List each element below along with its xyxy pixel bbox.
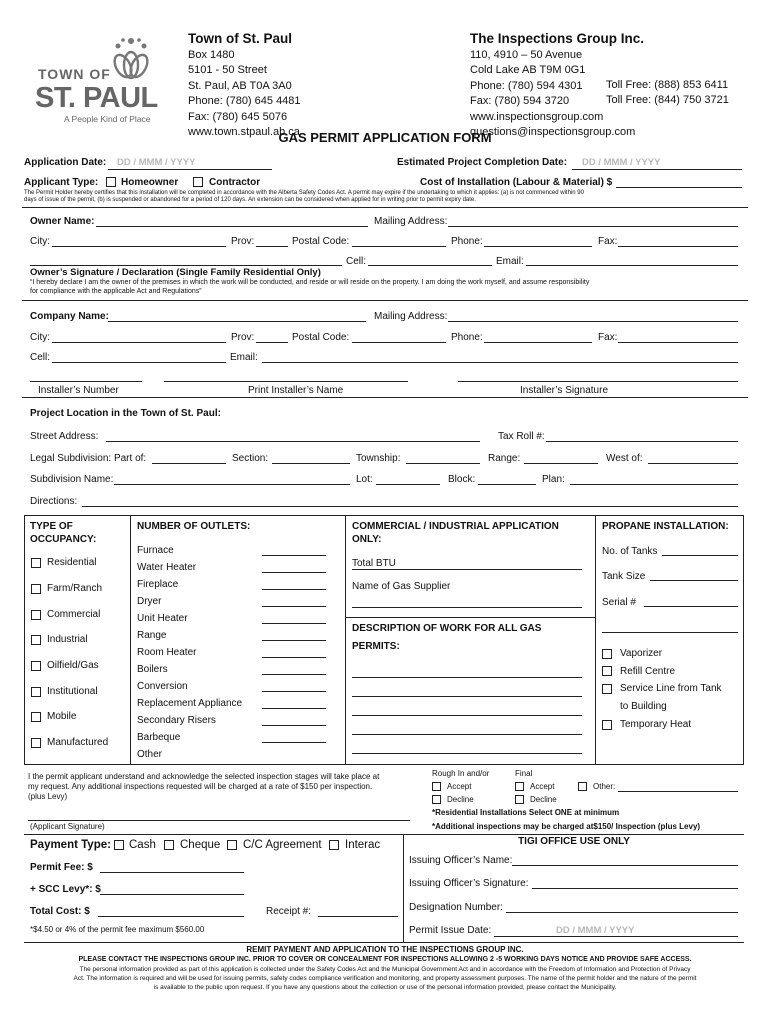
outlet-count-field[interactable]: [262, 674, 326, 675]
occupancy-checkbox[interactable]: [31, 661, 41, 671]
owner-declaration-2: for compliance with the applicable Act and Regulations”: [30, 288, 202, 295]
description-title-2: PERMITS:: [352, 641, 400, 652]
outlet-label: Fireplace: [137, 579, 179, 590]
outlet-count-field[interactable]: [262, 623, 326, 624]
outlet-count-field[interactable]: [262, 572, 326, 573]
owner-name-label: Owner Name:: [30, 216, 95, 227]
company-postal-field[interactable]: [352, 342, 446, 343]
owner-prov-field[interactable]: [256, 246, 288, 247]
section-label: Section:: [232, 453, 269, 464]
gas-supplier-label: Name of Gas Supplier: [352, 581, 451, 592]
company-mailing-field[interactable]: [448, 321, 738, 322]
lot-field[interactable]: [376, 484, 440, 485]
cheque-checkbox[interactable]: [164, 840, 174, 850]
occupancy-checkbox[interactable]: [31, 584, 41, 594]
disclaimer-line-2: days of issue of the permit, (b) is suspended or abandoned for a period of 120 days. An extension can be considered when applied for in writing prior to permit expiry date.: [24, 197, 476, 203]
residential-note: *Residential Installations Select ONE at minimum: [432, 808, 620, 817]
rough-accept-checkbox[interactable]: [432, 782, 441, 791]
company-prov-label: Prov:: [231, 332, 255, 343]
company-city-field[interactable]: [52, 342, 226, 343]
owner-city-label: City:: [30, 236, 50, 247]
installer-number-field[interactable]: [30, 381, 142, 382]
project-title: Project Location in the Town of St. Paul:: [30, 408, 221, 419]
owner-signature-title: Owner’s Signature / Declaration (Single Family Residential Only): [30, 267, 321, 278]
street-address-label: Street Address:: [30, 431, 99, 442]
stages-text-2: my request. Any additional inspections requested will be charged at a rate of $150 per inspection.: [28, 782, 373, 791]
company-fax-field[interactable]: [618, 342, 738, 343]
outlet-count-field[interactable]: [262, 640, 326, 641]
town-address: [188, 31, 301, 141]
officer-name-field[interactable]: [512, 865, 738, 866]
levy-note: *$4.50 or 4% of the permit fee maximum $560.00: [30, 925, 205, 934]
propane-title: PROPANE INSTALLATION:: [602, 521, 729, 532]
outlet-label: Secondary Risers: [137, 715, 216, 726]
company-name-field[interactable]: [108, 321, 366, 322]
temporary-heat-label: Temporary Heat: [620, 719, 692, 730]
scc-levy-label: + SCC Levy*: $: [30, 884, 101, 895]
completion-date-label: Estimated Project Completion Date:: [397, 157, 568, 168]
payment-type-label: Payment Type:: [30, 839, 111, 851]
company-mailing-label: Mailing Address:: [374, 311, 448, 322]
occupancy-checkbox[interactable]: [31, 687, 41, 697]
owner-email-field[interactable]: [526, 265, 738, 266]
rough-decline-checkbox[interactable]: [432, 795, 441, 804]
owner-postal-label: Postal Code:: [292, 236, 350, 247]
occupancy-checkbox[interactable]: [31, 712, 41, 722]
temporary-heat-checkbox[interactable]: [602, 720, 612, 730]
outlet-count-field[interactable]: [262, 725, 326, 726]
logo-line1: TOWN OF: [38, 66, 111, 82]
applicant-signature-label: (Applicant Signature): [30, 822, 105, 831]
owner-declaration-1: “I hereby declare I am the owner of the premises in which the work will be conducted, and reside or will reside on the property. I am doing the work myself, and assume responsibility: [30, 279, 590, 286]
contractor-label: Contractor: [209, 177, 261, 188]
section-field[interactable]: [272, 463, 350, 464]
cc-agreement-checkbox[interactable]: [227, 840, 237, 850]
other-label: Other:: [593, 782, 616, 791]
vaporizer-label: Vaporizer: [620, 648, 663, 659]
outlet-label: Replacement Appliance: [137, 698, 243, 709]
installer-name-label: Print Installer’s Name: [248, 385, 344, 396]
commercial-title-2: ONLY:: [352, 534, 382, 545]
stages-text-3: (plus Levy): [28, 792, 68, 801]
occupancy-label: Oilfield/Gas: [47, 660, 99, 671]
cash-checkbox[interactable]: [114, 840, 124, 850]
description-line[interactable]: [352, 715, 582, 716]
interac-label: Interac: [345, 839, 381, 851]
refill-centre-label: Refill Centre: [620, 666, 676, 677]
outlet-count-field[interactable]: [262, 742, 326, 743]
contractor-checkbox[interactable]: [193, 177, 203, 187]
outlet-label: Room Heater: [137, 647, 197, 658]
outlet-label: Furnace: [137, 545, 174, 556]
inspections-addr2: Cold Lake AB T9M 0G1: [470, 64, 586, 76]
company-name-label: Company Name:: [30, 311, 109, 322]
town-website: www.town.stpaul.ab.ca: [188, 126, 300, 138]
application-date-label: Application Date:: [24, 157, 107, 168]
town-box: Box 1480: [188, 48, 235, 61]
logo-tagline: A People Kind of Place: [64, 114, 151, 124]
scc-levy-field[interactable]: [100, 894, 244, 895]
owner-cell-field[interactable]: [368, 265, 492, 266]
owner-cell-label: Cell:: [346, 256, 367, 267]
inspections-fax: Fax: (780) 594 3720: [470, 95, 570, 107]
occupancy-checkbox[interactable]: [31, 738, 41, 748]
part-of-field[interactable]: [152, 463, 226, 464]
owner-fax-label: Fax:: [598, 236, 618, 247]
inspections-phone: Phone: (780) 594 4301: [470, 79, 583, 92]
company-cell-label: Cell:: [30, 352, 51, 363]
serial-label: Serial #: [602, 597, 636, 608]
occupancy-label: Farm/Ranch: [47, 583, 103, 594]
tax-roll-label: Tax Roll #:: [498, 431, 545, 442]
outlet-label: Other: [137, 749, 163, 760]
occupancy-label: Mobile: [47, 711, 77, 722]
designation-label: Designation Number:: [409, 902, 503, 913]
description-line[interactable]: [352, 677, 582, 678]
town-fax: Fax: (780) 645 5076: [188, 110, 288, 123]
occupancy-label: Industrial: [47, 634, 88, 645]
west-of-label: West of:: [606, 453, 643, 464]
completion-date-field[interactable]: DD / MMM / YYYY: [582, 157, 661, 168]
company-cell-field[interactable]: [52, 362, 226, 363]
legal-subdivision-label: Legal Subdivision: Part of:: [30, 453, 147, 464]
owner-postal-field[interactable]: [352, 246, 446, 247]
homeowner-checkbox[interactable]: [106, 177, 116, 187]
final-decline-checkbox[interactable]: [515, 795, 524, 804]
plan-field[interactable]: [570, 484, 738, 485]
total-btu-field[interactable]: [352, 569, 582, 570]
final-accept-checkbox[interactable]: [515, 782, 524, 791]
occupancy-label: Residential: [47, 557, 97, 568]
company-prov-field[interactable]: [256, 342, 288, 343]
rough-decline-label: Decline: [447, 795, 474, 804]
cheque-label: Cheque: [180, 839, 221, 851]
interac-checkbox[interactable]: [329, 840, 339, 850]
installer-name-field[interactable]: [164, 381, 408, 382]
outlet-label: Unit Heater: [137, 613, 188, 624]
lot-label: Lot:: [356, 474, 373, 485]
tank-size-label: Tank Size: [602, 571, 646, 582]
company-phone-field[interactable]: [484, 342, 592, 343]
owner-prov-label: Prov:: [231, 236, 255, 247]
town-city: St. Paul, AB T0A 3A0: [188, 79, 292, 92]
outlet-count-field[interactable]: [262, 708, 326, 709]
block-label: Block:: [448, 474, 476, 485]
footer-privacy-3: is available to the public upon request. If you have any questions about the collection or use of the personal information provided, please contact the Municipality.: [153, 984, 617, 991]
service-line-label-2: to Building: [620, 701, 667, 712]
town-logo: [30, 32, 165, 127]
installer-number-label: Installer’s Number: [38, 385, 119, 396]
inspections-website: www.inspectionsgroup.com: [470, 110, 604, 123]
subdivision-field[interactable]: [114, 484, 350, 485]
occupancy-title-1: TYPE OF: [30, 521, 73, 532]
subdivision-label: Subdivision Name:: [30, 474, 114, 485]
tollfree-1: Toll Free: (888) 853 6411: [606, 79, 729, 91]
issue-date-field[interactable]: DD / MMM / YYYY: [556, 925, 635, 936]
tanks-field[interactable]: [662, 555, 738, 556]
applicant-type-label: Applicant Type:: [24, 177, 99, 188]
township-field[interactable]: [406, 463, 480, 464]
outlet-count-field[interactable]: [262, 657, 326, 658]
office-use-title: TIGI OFFICE USE ONLY: [518, 836, 630, 847]
description-title-1: DESCRIPTION OF WORK FOR ALL GAS: [352, 623, 542, 634]
occupancy-label: Institutional: [47, 686, 98, 697]
occupancy-title-2: OCCUPANCY:: [30, 534, 97, 545]
total-cost-field[interactable]: [98, 916, 244, 917]
receipt-field[interactable]: [318, 916, 398, 917]
officer-signature-label: Issuing Officer’s Signature:: [409, 878, 529, 889]
additional-note: *Additional inspections may be charged at$150/ Inspection (plus Levy): [432, 822, 701, 831]
tank-size-field[interactable]: [650, 580, 738, 581]
total-cost-label: Total Cost: $: [30, 906, 90, 917]
description-line[interactable]: [352, 696, 582, 697]
flower-icon: [108, 35, 154, 81]
logo-line2: ST. PAUL: [35, 82, 158, 114]
town-name: Town of St. Paul: [188, 31, 292, 46]
issue-date-label: Permit Issue Date:: [409, 925, 492, 936]
town-phone: Phone: (780) 645 4481: [188, 95, 301, 107]
vaporizer-checkbox[interactable]: [602, 649, 612, 659]
final-decline-label: Decline: [530, 795, 557, 804]
description-line[interactable]: [352, 753, 582, 754]
outlet-label: Boilers: [137, 664, 168, 675]
owner-mailing-label: Mailing Address:: [374, 216, 448, 227]
designation-field[interactable]: [506, 912, 738, 913]
outlet-count-field[interactable]: [262, 555, 326, 556]
owner-mailing-field[interactable]: [448, 226, 738, 227]
outlet-label: Water Heater: [137, 562, 197, 573]
other-field[interactable]: [618, 791, 738, 792]
west-of-field[interactable]: [648, 463, 738, 464]
owner-phone-label: Phone:: [451, 236, 483, 247]
final-accept-label: Accept: [530, 782, 555, 791]
commercial-title-1: COMMERCIAL / INDUSTRIAL APPLICATION: [352, 521, 559, 532]
form-title: GAS PERMIT APPLICATION FORM: [278, 130, 492, 145]
owner-phone-field[interactable]: [484, 246, 592, 247]
outlet-label: Conversion: [137, 681, 188, 692]
occupancy-label: Manufactured: [47, 737, 109, 748]
inspections-addr1: 110, 4910 – 50 Avenue: [470, 48, 583, 61]
refill-centre-checkbox[interactable]: [602, 666, 612, 676]
rough-accept-label: Accept: [447, 782, 472, 791]
block-field[interactable]: [478, 484, 536, 485]
application-date-field[interactable]: DD / MMM / YYYY: [117, 157, 196, 168]
footer-contact: PLEASE CONTACT THE INSPECTIONS GROUP INC. PRIOR TO COVER OR CONCEALMENT FOR INSPECTIONS ALLOWING 2 -5 WORKING DAYS NOTICE AND PROVIDE SAFE ACCESS.: [78, 956, 692, 963]
service-line-label: Service Line from Tank: [620, 683, 722, 694]
rough-in-label: Rough In and/or: [432, 769, 490, 778]
applicant-signature-field[interactable]: [28, 820, 410, 821]
receipt-label: Receipt #:: [266, 906, 312, 917]
officer-signature-field[interactable]: [532, 888, 738, 889]
total-btu-label: Total BTU: [352, 558, 396, 569]
township-label: Township:: [356, 453, 401, 464]
company-phone-label: Phone:: [451, 332, 483, 343]
footer-privacy-2: Act. The information is required and will be used for issuing permits, safety codes compliance verification and monitoring, and property assessment purposes. The name of the permit holder and the nature of the permit: [73, 975, 697, 982]
owner-city-field[interactable]: [52, 246, 226, 247]
inspections-email: questions@inspectionsgroup.com: [470, 126, 636, 138]
company-city-label: City:: [30, 332, 50, 343]
disclaimer-line-1: The Permit Holder hereby certifies that this installation will be completed in accordance with the Alberta Safety Codes Act. A permit may expire if the undertaking to which it applies: (a) is not commenced within 90: [24, 190, 584, 196]
occupancy-checkbox[interactable]: [31, 558, 41, 568]
description-line[interactable]: [352, 734, 582, 735]
occupancy-checkbox[interactable]: [31, 610, 41, 620]
homeowner-label: Homeowner: [121, 177, 179, 188]
tanks-label: No. of Tanks: [602, 546, 658, 557]
range-label: Range:: [488, 453, 521, 464]
cc-agreement-label: C/C Agreement: [243, 839, 322, 851]
cash-label: Cash: [129, 839, 156, 851]
town-street: 5101 - 50 Street: [188, 64, 267, 76]
installer-signature-field[interactable]: [458, 381, 738, 382]
permit-fee-field[interactable]: [100, 872, 244, 873]
stages-text-1: I the permit applicant understand and acknowledge the selected inspection stages will take place at: [28, 772, 380, 781]
occupancy-checkbox[interactable]: [31, 635, 41, 645]
tax-roll-field[interactable]: [546, 441, 738, 442]
directions-label: Directions:: [30, 496, 78, 507]
installer-signature-label: Installer’s Signature: [520, 385, 609, 396]
company-email-field[interactable]: [262, 362, 738, 363]
owner-fax-field[interactable]: [618, 246, 738, 247]
outlet-count-field[interactable]: [262, 606, 326, 607]
footer-remit: REMIT PAYMENT AND APPLICATION TO THE INSPECTIONS GROUP INC.: [246, 945, 524, 954]
company-email-label: Email:: [230, 352, 258, 363]
outlet-label: Dryer: [137, 596, 162, 607]
owner-name-field[interactable]: [96, 226, 368, 227]
outlet-count-field[interactable]: [262, 691, 326, 692]
gas-supplier-field[interactable]: [352, 607, 582, 608]
permit-fee-label: Permit Fee: $: [30, 862, 93, 873]
service-line-checkbox[interactable]: [602, 684, 612, 694]
footer-privacy-1: The personal information provided as part of this application is collected under the Safety Codes Act and the Municipal Government Act and in accordance with the Freedom of Information and Protection of Privacy: [79, 966, 691, 973]
final-label: Final: [515, 769, 533, 778]
cost-label: Cost of Installation (Labour & Material) $: [420, 177, 613, 188]
occupancy-label: Commercial: [47, 609, 101, 620]
outlet-label: Barbeque: [137, 732, 181, 743]
street-address-field[interactable]: [106, 441, 480, 442]
directions-field[interactable]: [82, 506, 738, 507]
officer-name-label: Issuing Officer’s Name:: [409, 855, 513, 866]
company-postal-label: Postal Code:: [292, 332, 350, 343]
outlet-label: Range: [137, 630, 167, 641]
plan-label: Plan:: [542, 474, 565, 485]
owner-email-label: Email:: [496, 256, 524, 267]
company-fax-label: Fax:: [598, 332, 618, 343]
serial-field[interactable]: [644, 606, 738, 607]
outlets-title: NUMBER OF OUTLETS:: [137, 521, 251, 532]
inspections-name: The Inspections Group Inc.: [470, 31, 645, 46]
other-checkbox[interactable]: [578, 782, 587, 791]
outlet-count-field[interactable]: [262, 589, 326, 590]
tollfree-2: Toll Free: (844) 750 3721: [606, 94, 729, 106]
range-field[interactable]: [524, 463, 598, 464]
